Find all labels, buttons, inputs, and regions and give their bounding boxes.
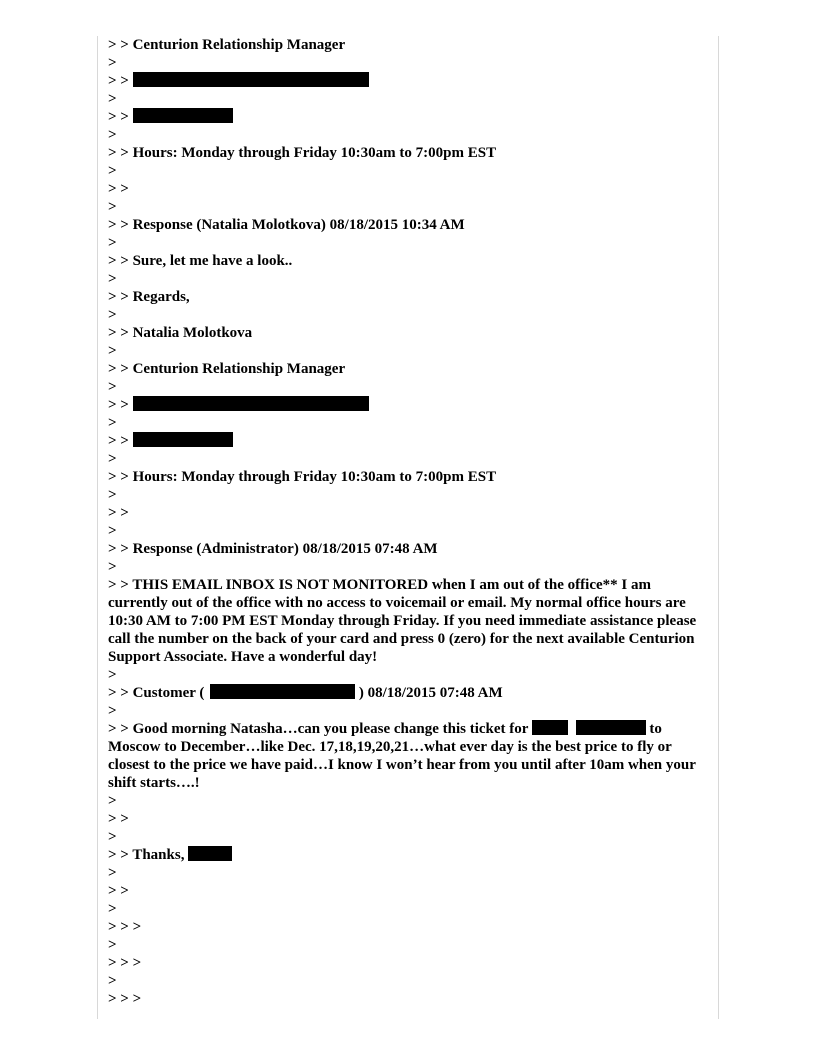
- thread-line: [108, 270, 708, 288]
- line-text: > >: [108, 181, 129, 197]
- thread-line: [108, 252, 708, 270]
- thread-line: [108, 36, 708, 54]
- redacted-signature-name: [188, 846, 232, 861]
- quote-line: >: [108, 667, 117, 683]
- redacted-contact-info: [133, 108, 233, 123]
- thread-line: [108, 108, 708, 126]
- thread-line: [108, 288, 708, 306]
- redacted-customer-name: [210, 684, 355, 699]
- line-text: > > Sure, let me have a look..: [108, 253, 293, 269]
- line-text: >: [108, 127, 117, 143]
- thread-line: [108, 378, 708, 396]
- line-text: > > Natalia Molotkova: [108, 325, 253, 341]
- thread-line: [108, 522, 708, 540]
- thread-line: [108, 342, 708, 360]
- line-text: >: [108, 523, 117, 539]
- customer-prefix: > > Customer (: [108, 685, 205, 701]
- line-text: > > Hours: Monday through Friday 10:30am to 7:00pm EST: [108, 145, 497, 161]
- quote-line: [108, 882, 708, 900]
- thanks-line: [108, 846, 708, 864]
- line-text: >: [108, 973, 117, 989]
- quote-line: [108, 792, 708, 810]
- line-text: >: [108, 559, 117, 575]
- thread-line: [108, 360, 708, 378]
- line-text: > > Regards,: [108, 289, 190, 305]
- thread-line: [108, 306, 708, 324]
- redacted-contact-info: [133, 432, 233, 447]
- auto-reply-paragraph: > > THIS EMAIL INBOX IS NOT MONITORED when I am out of the office** I am currently out of the office with no access to voicemail or email. My normal office hours are 10:30 AM to 7:00 PM EST Monday through Friday. If you need immediate assistance please call the number on the back of your card and press 0 (zero) for the next available Centurion Support Associate. Have a wonderful day!: [108, 577, 697, 665]
- quote-line: [108, 864, 708, 882]
- thread-line: [108, 540, 708, 558]
- line-text: > > >: [108, 919, 142, 935]
- thread-line: [108, 54, 708, 72]
- thread-line: [108, 72, 708, 90]
- request-prefix: > > Good morning Natasha…can you please change this ticket for: [108, 721, 532, 737]
- customer-suffix: ) 08/18/2015 07:48 AM: [358, 685, 503, 701]
- line-text: > > Centurion Relationship Manager: [108, 361, 346, 377]
- thread-line: [108, 198, 708, 216]
- line-text: > > Centurion Relationship Manager: [108, 37, 346, 53]
- thread-line: [108, 396, 708, 414]
- thread-line: [108, 216, 708, 234]
- line-text: > > Response (Natalia Molotkova) 08/18/2015 10:34 AM: [108, 217, 465, 233]
- thread-lines-middle: [108, 792, 708, 846]
- line-text: > >: [108, 109, 133, 125]
- line-text: >: [108, 307, 117, 323]
- quote-line: [108, 972, 708, 990]
- line-text: >: [108, 901, 117, 917]
- redacted-contact-info: [133, 72, 369, 87]
- thread-line: [108, 414, 708, 432]
- line-text: >: [108, 487, 117, 503]
- thread-line: [108, 234, 708, 252]
- email-thread-document: [108, 36, 708, 1008]
- line-text: >: [108, 235, 117, 251]
- line-text: >: [108, 865, 117, 881]
- thread-line: [108, 180, 708, 198]
- line-text: >: [108, 163, 117, 179]
- thread-line: [108, 144, 708, 162]
- line-text: >: [108, 829, 117, 845]
- line-text: > >: [108, 883, 129, 899]
- quote-line: [108, 936, 708, 954]
- thread-line: [108, 558, 708, 576]
- quote-line: [108, 900, 708, 918]
- quote-line: [108, 810, 708, 828]
- thread-line: [108, 486, 708, 504]
- redacted-contact-info: [133, 396, 369, 411]
- line-text: > > >: [108, 955, 142, 971]
- thread-line: [108, 162, 708, 180]
- line-text: > >: [108, 811, 129, 827]
- thread-lines-top: [108, 36, 708, 576]
- line-text: >: [108, 199, 117, 215]
- thread-line: [108, 90, 708, 108]
- quote-line: [108, 990, 708, 1008]
- thanks-prefix: > > Thanks,: [108, 847, 189, 863]
- quote-line: >: [108, 703, 117, 719]
- thread-line: [108, 450, 708, 468]
- page-border-right: [718, 36, 719, 1019]
- line-text: >: [108, 793, 117, 809]
- line-text: >: [108, 379, 117, 395]
- line-text: >: [108, 937, 117, 953]
- page-border-left: [97, 36, 98, 1019]
- line-text: > > Hours: Monday through Friday 10:30am to 7:00pm EST: [108, 469, 497, 485]
- line-text: >: [108, 451, 117, 467]
- redacted-last-name: [576, 720, 646, 735]
- line-text: > >: [108, 73, 133, 89]
- line-text: > >: [108, 397, 133, 413]
- thread-line: [108, 504, 708, 522]
- customer-request-paragraph: [108, 720, 708, 792]
- quote-line: [108, 828, 708, 846]
- quote-line: [108, 954, 708, 972]
- line-text: >: [108, 343, 117, 359]
- thread-line: [108, 468, 708, 486]
- line-text: > > >: [108, 991, 142, 1007]
- redacted-first-name: [532, 720, 568, 735]
- thread-line: [108, 126, 708, 144]
- request-to: to: [649, 721, 662, 737]
- thread-line: [108, 324, 708, 342]
- line-text: >: [108, 415, 117, 431]
- thread-lines-bottom: [108, 864, 708, 1008]
- customer-header-line: [108, 684, 708, 702]
- line-text: >: [108, 271, 117, 287]
- thread-line: [108, 432, 708, 450]
- line-text: >: [108, 55, 117, 71]
- request-rest: Moscow to December…like Dec. 17,18,19,20,21…what ever day is the best price to fly or closest to the price we have paid…I know I won’t hear from you until after 10am when your shift starts….!: [108, 739, 696, 791]
- quote-line: [108, 918, 708, 936]
- line-text: > >: [108, 505, 129, 521]
- line-text: >: [108, 91, 117, 107]
- line-text: > >: [108, 433, 133, 449]
- line-text: > > Response (Administrator) 08/18/2015 07:48 AM: [108, 541, 438, 557]
